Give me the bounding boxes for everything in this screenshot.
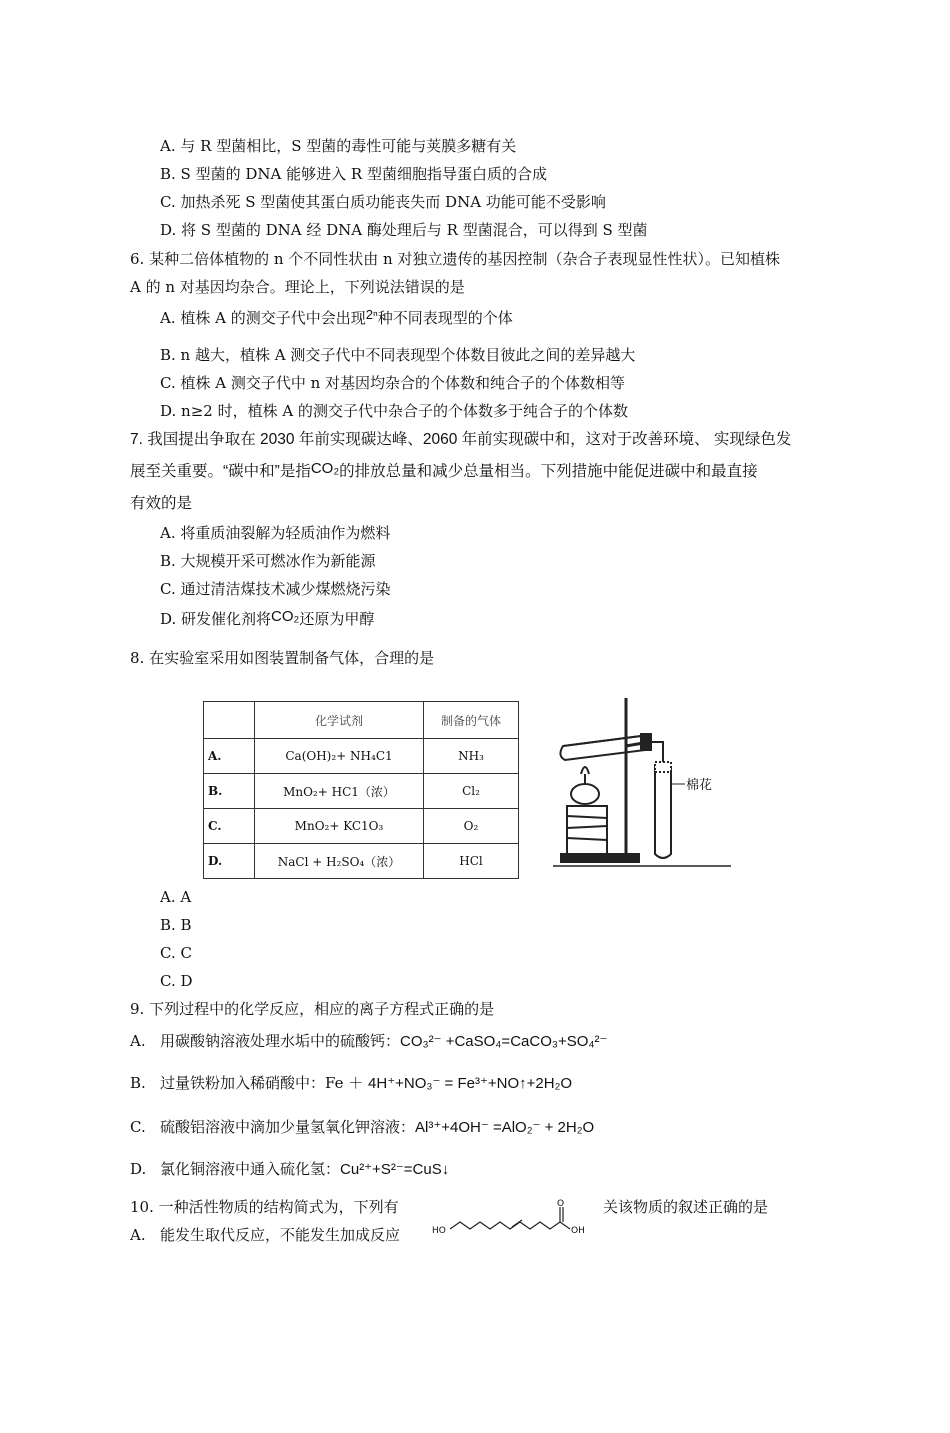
q9-option-b-label: B. — [130, 1074, 146, 1092]
q7-stem-formula: CO₂ — [310, 460, 340, 477]
row-gas: HCl — [424, 844, 519, 879]
q9-option-d-label: D. — [130, 1160, 147, 1178]
q5-option-b: B. S 型菌的 DNA 能够进入 R 型菌细胞指导蛋白质的合成 — [160, 165, 547, 183]
q9-option-b-equation: 4H⁺+NO₃⁻ = Fe³⁺+NO↑+2H₂O — [368, 1075, 573, 1092]
row-gas: O₂ — [424, 809, 519, 844]
table-header-cell — [204, 702, 255, 739]
row-gas: NH₃ — [424, 739, 519, 774]
q9-option-d-equation: Cu²⁺+S²⁻=CuS↓ — [340, 1161, 450, 1178]
q10-option-a: 能发生取代反应，不能发生加成反应 — [160, 1226, 401, 1244]
q6-option-c: C. 植株 A 测交子代中 n 对基因均杂合的个体数和纯合子的个体数相等 — [160, 374, 626, 392]
cotton-label: 棉花 — [686, 778, 713, 793]
q10-option-a-label: A. — [130, 1226, 146, 1244]
table-row — [204, 739, 519, 774]
q6-stem-line1: 6. 某种二倍体植物的 n 个不同性状由 n 对独立遗传的基因控制（杂合子表现显性性状）。已知植株 — [130, 250, 780, 268]
q9-option-a-text: 用碳酸钠溶液处理水垢中的硫酸钙： — [160, 1032, 401, 1050]
row-label: A. — [204, 739, 255, 774]
q7-option-a: A. 将重质油裂解为轻质油作为燃料 — [160, 524, 391, 542]
q6-stem-line2: A 的 n 对基因均杂合。理论上，下列说法错误的是 — [130, 278, 465, 296]
gas-generation-apparatus-diagram — [553, 696, 733, 871]
q7-option-d-post: 还原为甲醇 — [299, 610, 375, 628]
molecule-structure-diagram — [432, 1197, 592, 1239]
table-header-cell: 制备的气体 — [424, 702, 519, 739]
q10-stem-pre: 10. 一种活性物质的结构简式为，下列有 — [130, 1198, 399, 1216]
q7-option-c: C. 通过清洁煤技术减少煤燃烧污染 — [160, 580, 391, 598]
table-row — [204, 809, 519, 844]
q8-reagent-table — [203, 701, 519, 879]
q7-option-d-formula: CO₂ — [271, 608, 300, 625]
q9-option-a — [160, 1031, 607, 1052]
q6-option-a-post: 种不同表现型的个体 — [377, 309, 513, 327]
q7-stem-line1: 7. 我国提出争取在 2030 年前实现碳达峰、2060 年前实现碳中和，这对于改善环境、 实现绿色发 — [130, 431, 792, 448]
q10-stem-post: 关该物质的叙述正确的是 — [603, 1198, 769, 1216]
q7-option-d-pre: D. 研发催化剂将 — [160, 610, 272, 628]
q6-option-a-pre: A. 植株 A 的测交子代中会出现 — [160, 309, 366, 327]
q9-option-a-equation: CO₃²⁻ +CaSO₄=CaCO₃+SO₄²⁻ — [400, 1033, 608, 1050]
q7-stem-line2 — [130, 462, 758, 482]
table-row — [204, 774, 519, 809]
row-label: D. — [204, 844, 255, 879]
q9-option-c-text: 硫酸铝溶液中滴加少量氢氧化钾溶液： — [160, 1118, 416, 1136]
q5-option-c: C. 加热杀死 S 型菌使其蛋白质功能丧失而 DNA 功能可能不受影响 — [160, 193, 606, 211]
row-reagent: Ca(OH)₂+ NH₄C1 — [255, 739, 424, 774]
q7-stem-line2-post: 的排放总量和减少总量相当。下列措施中能促进碳中和最直接 — [339, 463, 758, 480]
q7-option-b: B. 大规模开采可燃冰作为新能源 — [160, 552, 376, 570]
q9-option-b — [160, 1073, 572, 1094]
q6-option-a — [160, 308, 513, 329]
q5-option-a: A. 与 R 型菌相比，S 型菌的毒性可能与荚膜多糖有关 — [160, 137, 517, 155]
table-header-row — [204, 702, 519, 739]
row-gas: Cl₂ — [424, 774, 519, 809]
q9-option-d-text: 氯化铜溶液中通入硫化氢： — [160, 1160, 341, 1178]
q7-stem-line3: 有效的是 — [130, 495, 193, 512]
table-row — [204, 844, 519, 879]
q5-option-d: D. 将 S 型菌的 DNA 经 DNA 酶处理后与 R 型菌混合，可以得到 S 型菌 — [160, 221, 648, 239]
q8-option-c: C. C — [160, 944, 192, 962]
q9-option-c-equation: Al³⁺+4OH⁻ =AlO₂⁻ + 2H₂O — [415, 1119, 595, 1136]
molecule-o-label: O — [557, 1199, 565, 1209]
q7-stem-line2-pre: 展至关重要。“碳中和”是指 — [130, 463, 311, 480]
q9-option-c-label: C. — [130, 1118, 146, 1136]
q9-option-b-text: 过量铁粉加入稀硝酸中：Fe ＋ — [160, 1074, 369, 1092]
row-label: C. — [204, 809, 255, 844]
table-header-cell: 化学试剂 — [255, 702, 424, 739]
q6-option-a-formula: 2ⁿ — [365, 307, 378, 322]
row-reagent: MnO₂+ HC1（浓） — [255, 774, 424, 809]
row-reagent: MnO₂+ KC1O₃ — [255, 809, 424, 844]
q8-option-b: B. B — [160, 916, 192, 934]
q9-option-a-label: A. — [130, 1032, 146, 1050]
q6-option-b: B. n 越大，植株 A 测交子代中不同表现型个体数目彼此之间的差异越大 — [160, 346, 636, 364]
q9-option-d — [160, 1159, 449, 1180]
q8-option-a: A. A — [160, 888, 192, 906]
q6-option-d: D. n≥2 时，植株 A 的测交子代中杂合子的个体数多于纯合子的个体数 — [160, 402, 628, 420]
q9-stem: 9. 下列过程中的化学反应，相应的离子方程式正确的是 — [130, 1000, 495, 1018]
q8-option-d: C. D — [160, 972, 193, 990]
molecule-ho-label: HO — [432, 1226, 446, 1236]
molecule-oh-label: OH — [571, 1226, 585, 1236]
q7-option-d — [160, 609, 374, 630]
row-label: B. — [204, 774, 255, 809]
row-reagent: NaCl + H₂SO₄（浓） — [255, 844, 424, 879]
q9-option-c — [160, 1117, 594, 1138]
q8-stem: 8. 在实验室采用如图装置制备气体，合理的是 — [130, 649, 435, 667]
